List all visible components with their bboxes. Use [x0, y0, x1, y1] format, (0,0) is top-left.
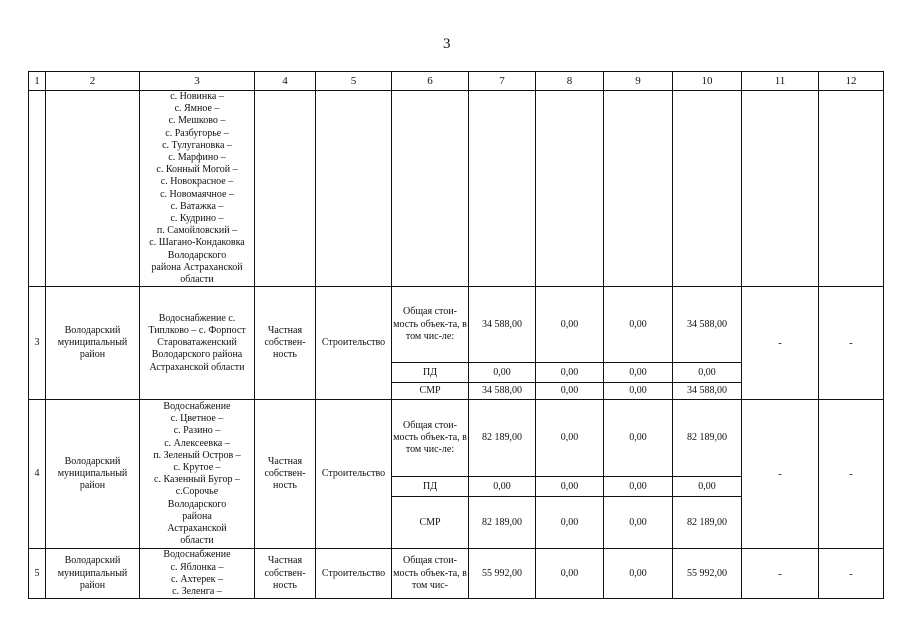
object-line: с. Яблонка – — [170, 561, 224, 573]
value-cell: 82 189,00 — [673, 400, 742, 477]
col11-cell: - — [742, 549, 819, 599]
value-cell: 0,00 — [604, 549, 673, 599]
col-header: 1 — [29, 72, 46, 91]
table-row — [29, 287, 884, 363]
value-cell: 82 189,00 — [469, 400, 536, 477]
object-cell — [140, 400, 255, 549]
value-cell: 0,00 — [536, 383, 604, 400]
value-cell: 82 189,00 — [469, 497, 536, 549]
col-header: 7 — [469, 72, 536, 91]
object-line: Водоснабжение — [163, 401, 231, 413]
object-line: с. Казенный Бугор – — [154, 474, 240, 486]
value-cell: 0,00 — [604, 287, 673, 363]
value-cell: 0,00 — [604, 400, 673, 477]
object-line: с. Ахтерек – — [170, 573, 224, 585]
col12-cell: - — [819, 400, 884, 549]
col11-cell: - — [742, 400, 819, 549]
col-header: 11 — [742, 72, 819, 91]
value-cell: 0,00 — [604, 497, 673, 549]
row-number: 5 — [29, 549, 46, 599]
column-number-row — [29, 72, 884, 91]
value-cell: 34 588,00 — [469, 287, 536, 363]
total-cost-label: Общая стои-мость объек-та, в том чис- — [392, 549, 469, 599]
value-cell: 55 992,00 — [469, 549, 536, 599]
work-type-cell: Строительство — [316, 400, 392, 549]
value-cell: 0,00 — [673, 363, 742, 383]
object-line: области — [180, 535, 214, 547]
col12-cell: - — [819, 287, 884, 400]
table-row — [29, 549, 884, 599]
col11-cell: - — [742, 287, 819, 400]
settlement-line: Володарского — [167, 249, 227, 261]
value-cell: 55 992,00 — [673, 549, 742, 599]
settlement-line: района Астраханской — [151, 261, 243, 273]
object-line: с. Цветное – — [170, 413, 224, 425]
object-line: с. Зеленга – — [172, 585, 222, 597]
object-line: с. Крутое – — [173, 462, 221, 474]
settlement-line: с. Кудрино – — [170, 213, 224, 225]
settlement-line: с. Конный Могой – — [156, 164, 238, 176]
district-cell: Володарский муниципальный район — [46, 400, 140, 549]
value-cell: 34 588,00 — [673, 287, 742, 363]
smr-label: СМР — [392, 383, 469, 400]
value-cell: 0,00 — [536, 400, 604, 477]
value-cell: 0,00 — [536, 497, 604, 549]
object-line: Володарского — [167, 498, 227, 510]
value-cell: 0,00 — [536, 477, 604, 497]
value-cell: 82 189,00 — [673, 497, 742, 549]
page-number: 3 — [443, 36, 451, 52]
col-header: 2 — [46, 72, 140, 91]
value-cell: 0,00 — [469, 477, 536, 497]
pd-label: ПД — [392, 363, 469, 383]
col-header: 9 — [604, 72, 673, 91]
ownership-cell: Частная собствен-ность — [255, 549, 316, 599]
object-cell: Водоснабжение с. Типлково – с. Форпост Староватаженский Володарского района Астраханской области — [140, 287, 255, 400]
col-header: 10 — [673, 72, 742, 91]
row-number: 4 — [29, 400, 46, 549]
investment-table — [28, 71, 884, 599]
value-cell: 0,00 — [536, 363, 604, 383]
object-cell — [140, 549, 255, 599]
col-header: 4 — [255, 72, 316, 91]
object-line: с. Алексеевка – — [164, 437, 230, 449]
value-cell: 0,00 — [673, 477, 742, 497]
settlement-line: с. Новинка – — [170, 91, 224, 102]
value-cell: 0,00 — [604, 477, 673, 497]
total-cost-label: Общая стои-мость объек-та, в том чис-ле: — [392, 400, 469, 477]
col-header: 3 — [140, 72, 255, 91]
pd-label: ПД — [392, 477, 469, 497]
object-line: с. Разино – — [173, 425, 221, 437]
settlement-line: с. Мешково – — [168, 115, 226, 127]
object-line: п. Зеленый Остров – — [153, 449, 241, 461]
col-header: 5 — [316, 72, 392, 91]
settlement-line: с. Ватажка – — [170, 200, 224, 212]
object-line: Водоснабжение — [163, 549, 231, 561]
value-cell: 0,00 — [536, 287, 604, 363]
settlement-list — [140, 91, 255, 287]
settlement-line: с. Новокрасное – — [160, 176, 234, 188]
settlement-line: с. Марфино – — [168, 152, 226, 164]
district-cell: Володарский муниципальный район — [46, 549, 140, 599]
work-type-cell: Строительство — [316, 287, 392, 400]
col12-cell: - — [819, 549, 884, 599]
district-cell: Володарский муниципальный район — [46, 287, 140, 400]
work-type-cell: Строительство — [316, 549, 392, 599]
total-cost-label: Общая стои-мость объек-та, в том чис-ле: — [392, 287, 469, 363]
continuation-row — [29, 91, 884, 287]
col-header: 12 — [819, 72, 884, 91]
row-number: 3 — [29, 287, 46, 400]
settlement-line: с. Новомаячное – — [160, 188, 234, 200]
table-row — [29, 400, 884, 477]
ownership-cell: Частная собствен-ность — [255, 287, 316, 400]
settlement-line: с. Ямное – — [174, 103, 220, 115]
col-header: 8 — [536, 72, 604, 91]
settlement-line: области — [180, 274, 214, 286]
value-cell: 0,00 — [604, 363, 673, 383]
object-line: района — [182, 510, 212, 522]
value-cell: 34 588,00 — [469, 383, 536, 400]
value-cell: 0,00 — [536, 549, 604, 599]
settlement-line: с. Шагано-Кондаковка — [149, 237, 245, 249]
value-cell: 0,00 — [604, 383, 673, 400]
value-cell: 0,00 — [469, 363, 536, 383]
ownership-cell: Частная собствен-ность — [255, 400, 316, 549]
settlement-line: с. Тулугановка – — [162, 139, 232, 151]
smr-label: СМР — [392, 497, 469, 549]
col-header: 6 — [392, 72, 469, 91]
object-line: Астраханской — [167, 523, 227, 535]
object-line: с.Сорочье — [175, 486, 219, 498]
value-cell: 34 588,00 — [673, 383, 742, 400]
settlement-line: п. Самойловский – — [156, 225, 238, 237]
settlement-line: с. Разбугорье – — [165, 127, 229, 139]
